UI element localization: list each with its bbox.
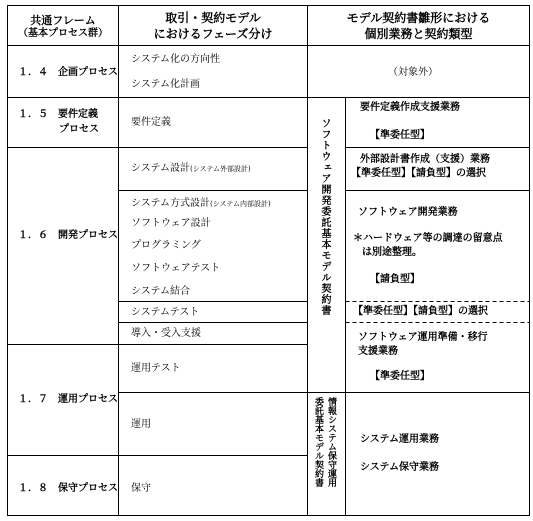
phase-operation: 運用 [131,419,151,430]
hardware-note-line2: は別途整理。 [362,247,422,258]
process-requirements-line2: プロセス [59,124,99,135]
phase-architecture-design [131,197,271,211]
hardware-note-line1: ＊ハードウェア等の調達の留意点 [353,233,503,244]
phase-system-test: システムテスト [131,307,200,318]
phase-deployment-support: 導入・受入支援 [131,328,201,339]
contract-type-contract-work: 【請負型】 [370,274,420,285]
header-col3-line2: 個別業務と契約類型 [364,27,473,41]
phase-programming: プログラミング [131,240,201,251]
out-of-scope: （対象外） [388,67,438,78]
phase-system-design-note: (システム外部設計) [190,165,251,173]
phase-operation-test: 運用テスト [131,363,181,374]
ops-prep-migration-line2: 支援業務 [358,346,398,357]
software-development-work: ソフトウェア開発業務 [358,207,458,218]
phase-requirements: 要件定義 [131,117,171,128]
phase-system-design [131,162,251,176]
phase-maintenance: 保守 [131,483,151,494]
phase-software-test: ソフトウェアテスト [131,263,221,274]
contract-type-quasi-mandate-2: 【準委任型】 [370,371,430,382]
header-col1-line2: （基本プロセス群） [18,28,108,39]
software-dev-contract-label: ソフトウェア開発委託基本モデル契約書 [319,118,330,316]
system-maintenance-work: システム保守業務 [360,462,439,473]
header-col1-line1: 共通フレーム [30,14,96,27]
process-development: １．６ 開発プロセス [18,230,118,241]
system-operation-work: システム運用業務 [360,434,439,445]
process-maintenance: １．８ 保守プロセス [18,483,118,494]
ops-prep-migration-line1: ソフトウェア運用準備・移行 [358,332,488,343]
process-planning: １．４ 企画プロセス [18,67,118,78]
ops-maint-contract-label-col1: 情報システム保守運用 [326,397,336,487]
ops-maint-contract-label-col2: 委託基本モデル契約書 [313,397,323,487]
phase-architecture-design-label: システム方式設計 [131,198,210,209]
process-operation: １．７ 運用プロセス [18,394,118,405]
phase-systemization-plan: システム化計画 [131,79,200,90]
header-col2-line1: 取引・契約モデル [165,11,261,25]
requirements-support-work: 要件定義作成支援業務 [360,102,460,113]
phase-systemization-direction: システム化の方向性 [131,54,220,65]
header-col3-line1: モデル契約書雛形における [346,11,491,25]
contract-type-quasi-mandate-1: 【準委任型】 [370,130,430,141]
system-test-contract-choice: 【準委任型】【請負型】の選択 [353,306,488,317]
external-design-support-work: 外部設計書作成（支援）業務 [360,154,490,165]
external-design-contract-choice: 【準委任型】【請負型】の選択 [351,168,486,179]
phase-software-design: ソフトウェア設計 [131,218,211,229]
process-requirements-line1: １．５ 要件定義 [18,109,98,120]
phase-architecture-design-note: (システム内部設計) [210,200,271,208]
phase-system-design-label: システム設計 [131,163,190,174]
header-col2-line2: におけるフェーズ分け [153,27,273,41]
phase-system-integration: システム結合 [131,286,190,297]
